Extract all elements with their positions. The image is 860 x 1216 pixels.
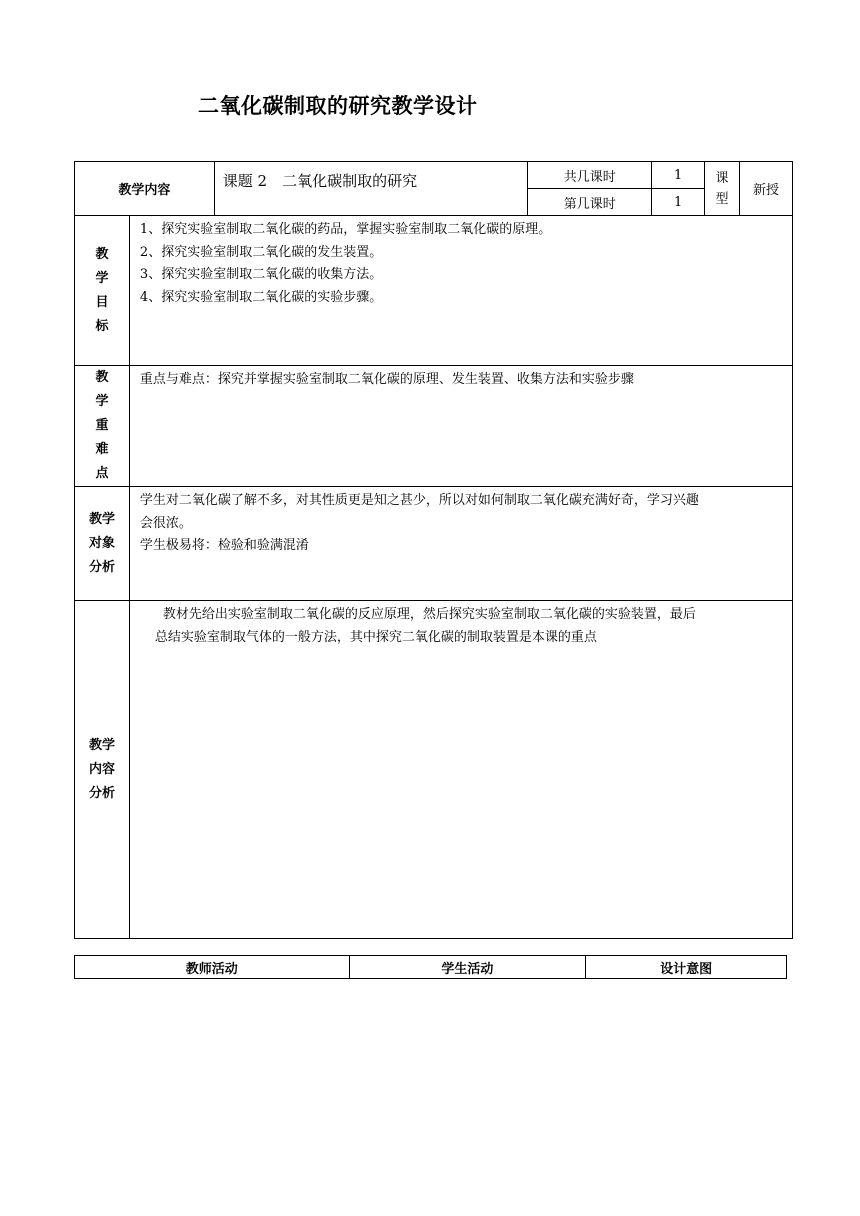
type-label-2: 型 (715, 191, 729, 207)
lesson-no-label: 第几课时 (528, 189, 652, 216)
key-points-text: 重点与难点：探究并掌握实验室制取二氧化碳的原理、发生装置、收集方法和实验步骤 (139, 372, 634, 387)
total-hours-value: 1 (652, 162, 705, 189)
audience-line: 学生极易将：检验和验满混淆 (139, 538, 309, 553)
goal-item: 3、探究实验室制取二氧化碳的收集方法。 (139, 267, 383, 282)
audience-line: 学生对二氧化碳了解不多，对其性质更是知之甚少，所以对如何制取二氧化碳充满好奇，学习兴趣 (139, 493, 699, 508)
content-analysis-line: 教材先给出实验室制取二氧化碳的反应原理，然后探究实验室制取二氧化碳的实验装置，最后 (162, 607, 696, 622)
document-title: 二氧化碳制取的研究教学设计 (198, 94, 478, 118)
content-analysis-line: 总结实验室制取气体的一般方法，其中探究二氧化碳的制取装置是本课的重点 (154, 629, 597, 645)
type-label (705, 162, 740, 216)
type-value: 新授 (740, 162, 793, 216)
goal-item: 2、探究实验室制取二氧化碳的发生装置。 (139, 244, 383, 260)
lesson-plan-table (74, 161, 793, 939)
design-intent-header: 设计意图 (586, 956, 787, 979)
content-analysis-label: 教学 内容 分析 (75, 601, 130, 939)
audience-line: 会很浓。 (139, 515, 192, 531)
goal-item: 1、探究实验室制取二氧化碳的药品，掌握实验室制取二氧化碳的原理。 (139, 222, 552, 237)
lesson-no-value: 1 (652, 189, 705, 216)
teacher-activity-header: 教师活动 (75, 956, 350, 979)
audience-content (129, 487, 792, 601)
audience-label: 教学 对象 分析 (75, 487, 130, 601)
total-hours-label: 共几课时 (528, 162, 652, 189)
content-label: 教学内容 (75, 162, 215, 216)
key-points-content (129, 366, 792, 487)
content-analysis-content (129, 601, 792, 939)
activities-table (74, 955, 787, 979)
type-label-1: 课 (715, 170, 729, 186)
goals-content (129, 216, 792, 366)
key-points-label: 教 学 重 难 点 (75, 366, 130, 487)
student-activity-header: 学生活动 (349, 956, 586, 979)
goal-item: 4、探究实验室制取二氧化碳的实验步骤。 (139, 289, 383, 305)
goals-label: 教 学 目 标 (75, 216, 130, 366)
topic-cell: 课题 2 二氧化碳制取的研究 (214, 162, 528, 216)
